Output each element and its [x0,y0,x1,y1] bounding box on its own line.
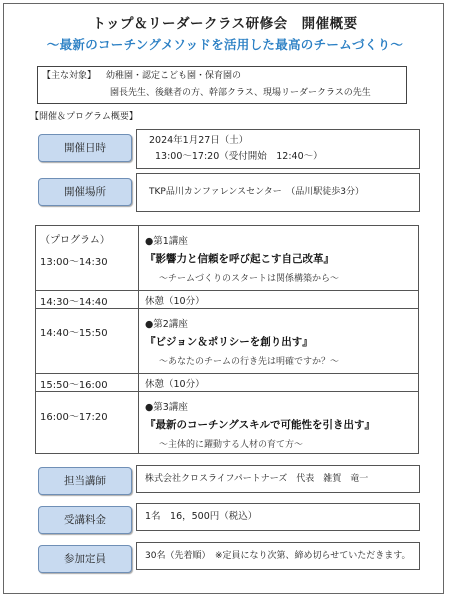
program-divider [138,226,139,453]
row-separator [36,391,418,392]
fee-label: 受講料金 [38,506,132,534]
venue-box [136,173,420,212]
break-label: 休憩（10分） [145,296,205,307]
session-title: 『影響力と信頼を呼び起こす自己改革』 [145,253,334,265]
datetime-label: 開催日時 [38,134,132,162]
break-time: 14:30～14:40 [40,297,108,308]
program-header: （プログラム） [40,235,110,246]
row-separator [36,308,418,309]
row-separator [36,373,418,374]
instructor-label: 担当講師 [38,467,132,495]
session-subtitle: ～チームづくりのスタートは関係構築から～ [159,274,340,284]
target-line-2: 園長先生、後継者の方、幹部クラス、現場リーダークラスの先生 [110,88,371,98]
capacity-label: 参加定員 [38,545,132,573]
datetime-time: 13:00～17:20（受付開始 12:40～） [155,151,323,162]
session-time: 16:00～17:20 [40,412,108,423]
session-number: ●第1講座 [145,236,188,247]
session-number: ●第3講座 [145,402,188,413]
target-label: 【主な対象】 [42,71,97,81]
fee-value: 1名 16，500円（税込） [145,511,258,522]
row-separator [36,290,418,291]
venue-label: 開催場所 [38,178,132,206]
instructor-value: 株式会社クロスライフパートナーズ 代表 雑賀 竜一 [145,474,369,484]
capacity-value: 30名（先着順） ※定員になり次第、締め切らせていただきます。 [145,551,411,561]
session-time: 14:40～15:50 [40,328,108,339]
fee-box [136,503,420,531]
session-number: ●第2講座 [145,319,188,330]
target-line-1: 幼稚園・認定こども園・保育園の [106,71,242,81]
venue-value: TKP品川カンファレンスセンター （品川駅徒歩3分） [149,187,365,197]
session-subtitle: ～あなたのチームの行き先は明確ですか？～ [159,357,340,367]
page-title: トップ＆リーダークラス研修会 開催概要 [92,16,358,32]
break-time: 15:50～16:00 [40,380,108,391]
session-time: 13:00～14:30 [40,257,108,268]
datetime-date: 2024年1月27日（土） [149,135,249,146]
break-label: 休憩（10分） [145,379,205,390]
datetime-box [136,129,420,169]
program-table [35,225,419,454]
session-subtitle: ～主体的に躍動する人材の育て方～ [159,440,304,450]
session-title: 『ビジョン＆ポリシーを創り出す』 [145,336,313,348]
page-subtitle: ～最新のコーチングメソッドを活用した最高のチームづくり～ [46,37,404,52]
session-title: 『最新のコーチングスキルで可能性を引き出す』 [145,419,376,431]
target-audience-box [37,66,407,104]
capacity-box [136,542,420,570]
instructor-box [136,465,420,493]
section-label: 【開催＆プログラム概要】 [30,112,138,122]
